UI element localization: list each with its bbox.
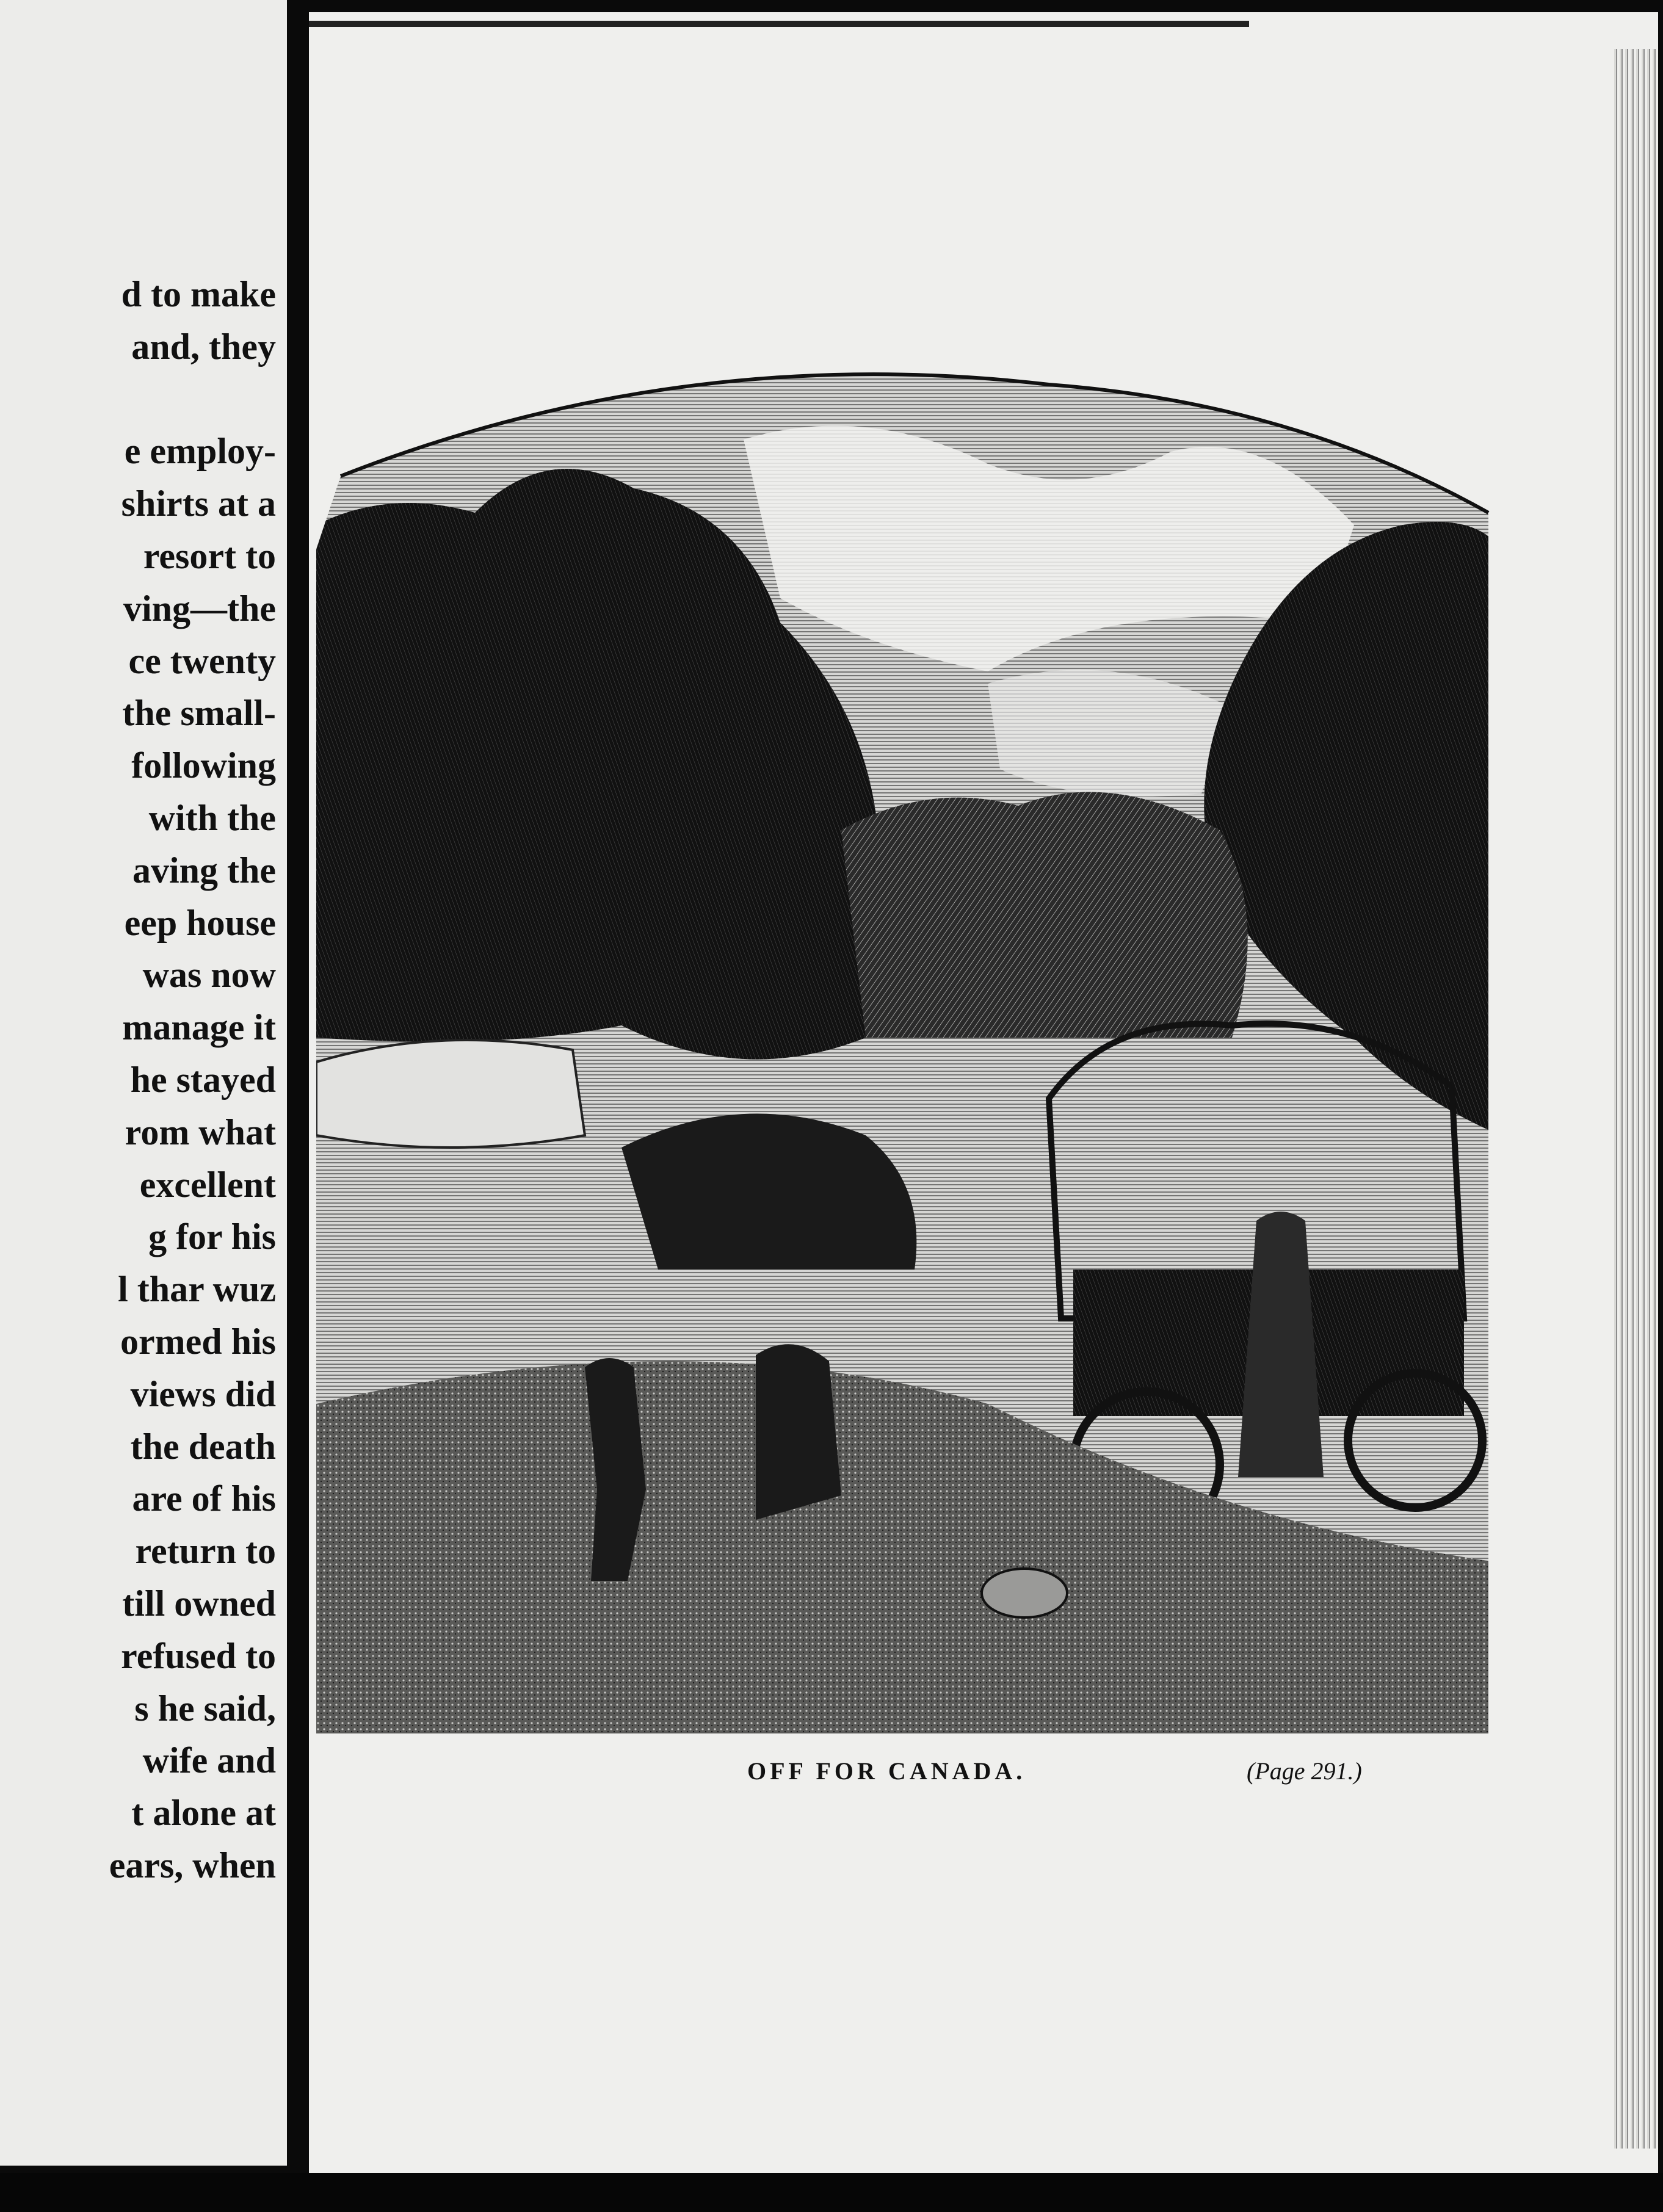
text-line: was now bbox=[142, 955, 276, 996]
page-edges bbox=[1614, 49, 1658, 2149]
text-line: l thar wuz bbox=[118, 1269, 276, 1310]
covered-wagon-left bbox=[316, 1040, 585, 1148]
left-page-text bbox=[0, 269, 276, 1892]
top-shadow-rule bbox=[309, 21, 1249, 27]
text-line: the small- bbox=[122, 693, 276, 734]
text-line: wife and bbox=[142, 1740, 276, 1781]
text-line: manage it bbox=[122, 1007, 276, 1048]
text-line: views did bbox=[130, 1373, 276, 1414]
text-line: resort to bbox=[143, 535, 276, 576]
text-line: return to bbox=[135, 1531, 276, 1572]
paragraph-gap bbox=[0, 374, 276, 426]
text-line: s he said, bbox=[134, 1688, 276, 1729]
text-line: following bbox=[131, 745, 276, 786]
middle-hills bbox=[841, 792, 1248, 1038]
text-line: shirts at a bbox=[121, 483, 276, 524]
text-line: excellent bbox=[139, 1164, 276, 1205]
text-line: ormed his bbox=[120, 1321, 276, 1362]
text-line: ving—the bbox=[123, 588, 276, 629]
text-line: are of his bbox=[132, 1478, 276, 1519]
text-line: and, they bbox=[131, 326, 276, 367]
figure-somersault bbox=[756, 1344, 841, 1520]
text-line: ce twenty bbox=[128, 640, 276, 681]
illustration-caption: OFF FOR CANADA. bbox=[747, 1757, 1026, 1785]
text-line: till owned bbox=[122, 1583, 276, 1624]
left-page bbox=[0, 0, 287, 2166]
dog bbox=[982, 1569, 1067, 1617]
scan-bottom-edge bbox=[0, 2173, 1663, 2212]
text-line: e employ- bbox=[124, 431, 276, 472]
text-line: the death bbox=[130, 1426, 276, 1467]
right-page bbox=[309, 12, 1658, 2173]
text-line: with the bbox=[148, 797, 276, 838]
text-line: eep house bbox=[124, 902, 276, 943]
text-line: aving the bbox=[132, 850, 276, 891]
text-line: rom what bbox=[125, 1111, 276, 1152]
text-line: g for his bbox=[148, 1216, 276, 1257]
text-line: ears, when bbox=[109, 1845, 276, 1885]
book-gutter bbox=[287, 0, 309, 2212]
engraving-illustration bbox=[316, 366, 1501, 1733]
text-line: t alone at bbox=[131, 1793, 276, 1834]
text-line: he stayed bbox=[130, 1059, 276, 1100]
text-line: refused to bbox=[121, 1635, 276, 1676]
page-reference: (Page 291.) bbox=[1247, 1757, 1362, 1785]
text-line: d to make bbox=[121, 274, 276, 314]
